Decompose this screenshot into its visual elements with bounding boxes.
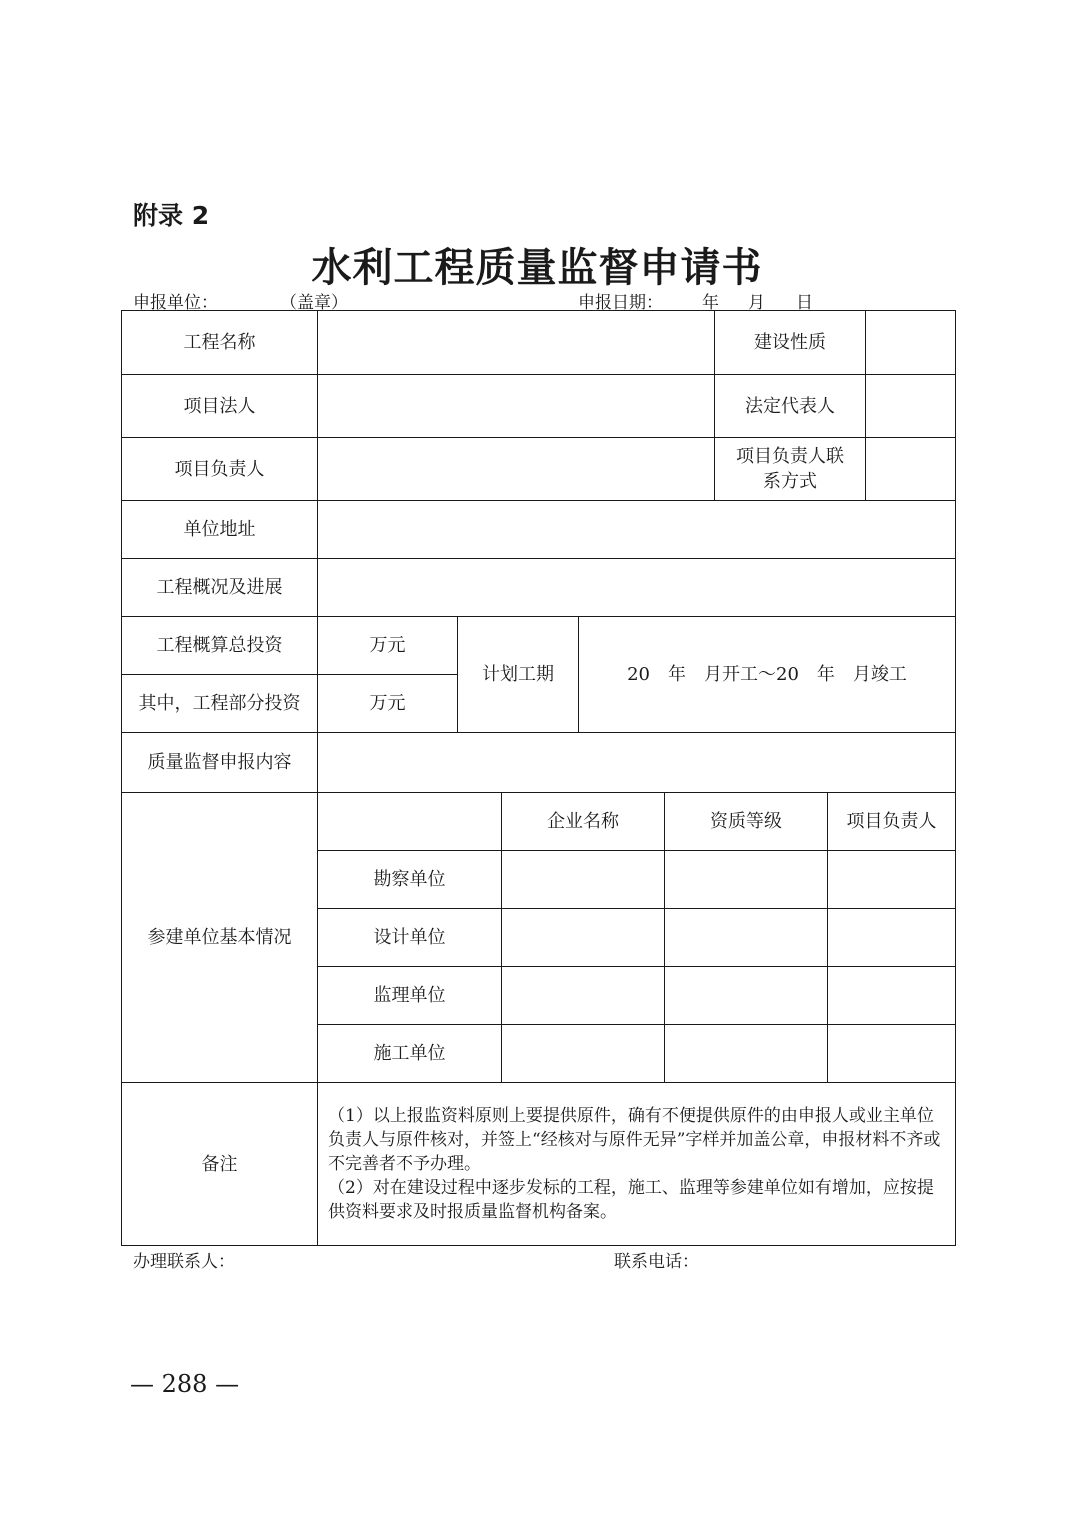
design-unit-label: 设计单位 [318, 909, 502, 967]
construction-nature-label: 建设性质 [715, 311, 866, 375]
manager-contact-label: 项目负责人联系方式 [715, 438, 866, 501]
table-row [122, 1083, 956, 1246]
col-qualification-header: 资质等级 [665, 793, 828, 851]
contact-person-label: 办理联系人： [133, 1252, 235, 1272]
overview-field[interactable] [318, 559, 956, 617]
part-investment-label: 其中，工程部分投资 [122, 675, 318, 733]
manager-contact-field[interactable] [866, 438, 956, 501]
project-name-label: 工程名称 [122, 311, 318, 375]
table-row [122, 559, 956, 617]
legal-rep-label: 法定代表人 [715, 375, 866, 438]
legal-rep-field[interactable] [866, 375, 956, 438]
participants-label: 参建单位基本情况 [122, 793, 318, 1083]
design-qualification-field[interactable] [665, 909, 828, 967]
survey-unit-label: 勘察单位 [318, 851, 502, 909]
appendix-label: 附录 2 [133, 201, 210, 230]
table-row [122, 793, 956, 851]
seal-label: （盖章） [280, 293, 348, 313]
design-manager-field[interactable] [828, 909, 956, 967]
col-manager-header: 项目负责人 [828, 793, 956, 851]
remarks-note-1: （1）以上报监资料原则上要提供原件，确有不便提供原件的由申报人或业主单位负责人与原件核对，并签上“经核对与原件无异”字样并加盖公章，申报材料不齐或不完善者不予办理。 [328, 1106, 941, 1174]
project-manager-label: 项目负责人 [122, 438, 318, 501]
date-year: 年 [702, 293, 719, 313]
address-field[interactable] [318, 501, 956, 559]
supervision-manager-field[interactable] [828, 967, 956, 1025]
survey-manager-field[interactable] [828, 851, 956, 909]
legal-entity-field[interactable] [318, 375, 715, 438]
col-company-header: 企业名称 [502, 793, 665, 851]
contact-phone-label: 联系电话： [614, 1252, 699, 1272]
plan-period-label: 计划工期 [458, 617, 579, 733]
supervision-content-field[interactable] [318, 733, 956, 793]
date-month: 月 [748, 293, 765, 313]
remarks-note-2: （2）对在建设过程中逐步发标的工程，施工、监理等参建单位如有增加，应按提供资料要求及时报质量监督机构备案。 [328, 1178, 934, 1222]
part-investment-unit[interactable]: 万元 [318, 675, 458, 733]
table-row [122, 501, 956, 559]
remarks-content [318, 1083, 956, 1246]
total-investment-unit[interactable]: 万元 [318, 617, 458, 675]
project-name-field[interactable] [318, 311, 715, 375]
construction-qualification-field[interactable] [665, 1025, 828, 1083]
table-row [122, 438, 956, 501]
supervision-company-field[interactable] [502, 967, 665, 1025]
date-day: 日 [796, 293, 813, 313]
construction-company-field[interactable] [502, 1025, 665, 1083]
supervision-content-label: 质量监督申报内容 [122, 733, 318, 793]
construction-unit-label: 施工单位 [318, 1025, 502, 1083]
supervision-qualification-field[interactable] [665, 967, 828, 1025]
plan-period-value[interactable]: 20 年 月开工～20 年 月竣工 [579, 617, 956, 733]
survey-qualification-field[interactable] [665, 851, 828, 909]
overview-label: 工程概况及进展 [122, 559, 318, 617]
form-title: 水利工程质量监督申请书 [311, 244, 763, 291]
date-label: 申报日期： [578, 293, 663, 313]
construction-nature-field[interactable] [866, 311, 956, 375]
unit-label: 申报单位： [133, 293, 218, 313]
table-row [122, 733, 956, 793]
supervision-unit-label: 监理单位 [318, 967, 502, 1025]
application-form-table [121, 310, 956, 1246]
project-manager-field[interactable] [318, 438, 715, 501]
table-row [122, 311, 956, 375]
design-company-field[interactable] [502, 909, 665, 967]
construction-manager-field[interactable] [828, 1025, 956, 1083]
legal-entity-label: 项目法人 [122, 375, 318, 438]
remarks-label: 备注 [122, 1083, 318, 1246]
table-row [122, 375, 956, 438]
total-investment-label: 工程概算总投资 [122, 617, 318, 675]
survey-company-field[interactable] [502, 851, 665, 909]
address-label: 单位地址 [122, 501, 318, 559]
participants-header-blank [318, 793, 502, 851]
page-number: — 288 — [130, 1370, 240, 1398]
table-row [122, 617, 956, 675]
